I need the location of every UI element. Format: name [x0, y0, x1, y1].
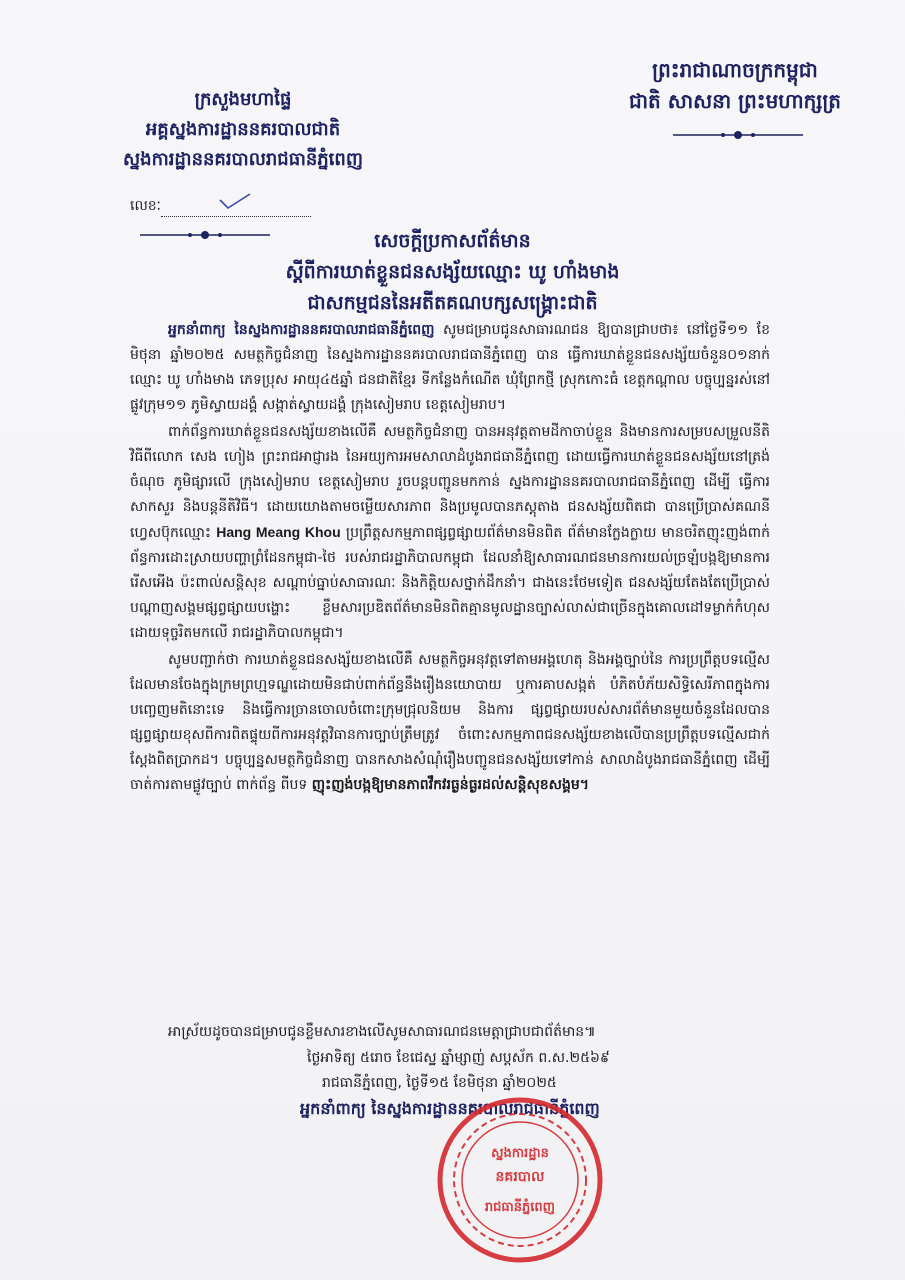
paragraph-3	[130, 648, 770, 798]
ministry-header	[118, 85, 368, 175]
document-body	[130, 318, 770, 800]
lunar-date: ថ្ងៃអាទិត្យ ៥រោច ខែជេស្ឋ ឆ្នាំម្សាញ់ សប្តស័ក ព.ស.២៥៦៩	[307, 1050, 610, 1066]
seal-text-2: នគរបាល	[495, 1169, 545, 1185]
facebook-account-name: Hang Meang Khou	[216, 524, 341, 540]
kingdom-header	[590, 55, 880, 117]
paragraph-3-text: សូមបញ្ជាក់ថា ការឃាត់ខ្លួនជនសង្ស័យខាងលើគឺ សមត្ថកិច្ចអនុវត្តទៅតាមអង្គហេតុ និងអង្គច្បាប់នៃ ការប្រព្រឹត្តបទល្មើសដែលមានចែងក្នុងក្រមព្រហ្មទណ្ឌដោយមិនជាប់ពាក់ព័ន្ធនឹងរឿងនយោបាយ ឬការគាបសង្កត់ បំភិតបំភ័យសិទ្ធិសេរីភាពក្នុងការបញ្ចេញមតិនោះទេ និងធ្វើការច្រានចោលចំពោះក្រុមជ្រុលនិយម និងការ ផ្សព្វផ្សាយរបស់សារព័ត៌មានមួយចំនួនដែលបានផ្សព្វផ្សាយខុសពីការពិតផ្ទុយពីការអនុវត្តវិធានការច្បាប់ត្រឹមត្រូវ ចំពោះសកម្មភាពជនសង្ស័យខាងលើបានប្រព្រឹត្តបទល្មើសជាក់ស្ដែងពិតប្រាកដ។ បច្ចុប្បន្នសមត្ថកិច្ចជំនាញ បានកសាងសំណុំរឿងបញ្ជូនជនសង្ស័យទៅកាន់ សាលាដំបូងរាជធានីភ្នំពេញ ដើម្បីចាត់ការតាមផ្លូវច្បាប់ ពាក់ព័ន្ធ ពីបទ	[130, 652, 770, 793]
paragraph-2	[130, 420, 770, 646]
kingdom-name: ព្រះរាជាណាចក្រកម្ពុជា	[652, 58, 818, 82]
reference-label: លេខៈ	[130, 198, 161, 214]
ministry-name: ក្រសួងមហាផ្ទៃ	[194, 89, 292, 110]
title-line-2: ស្ដីពីការឃាត់ខ្លួនជនសង្ស័យឈ្មោះ ឃូ ហាំងមាង	[285, 261, 620, 283]
spokesperson-label: អ្នកនាំពាក្យ នៃស្នងការដ្ឋាននគរបាលរាជធានីភ្នំពេញ	[168, 322, 435, 338]
national-motto: ជាតិ សាសនា ព្រះមហាក្សត្រ	[629, 89, 841, 113]
solar-date: រាជធានីភ្នំពេញ, ថ្ងៃទី១៥ ខែមិថុនា ឆ្នាំ២០២៥	[322, 1075, 557, 1091]
seal-text-3: រាជធានីភ្នំពេញ	[484, 1200, 556, 1215]
official-seal-icon	[435, 1095, 605, 1265]
title-line-1: សេចក្ដីប្រកាសព័ត៌មាន	[374, 230, 531, 252]
paragraph-1	[130, 318, 770, 418]
closing-statement: អាស្រ័យដូចបានជម្រាបជូនខ្លឹមសារខាងលើសូមសាធារណជនមេត្តាជ្រាបជាព័ត៌មាន៕	[168, 1024, 596, 1040]
general-commissariat: អគ្គស្នងការដ្ឋាននគរបាលជាតិ	[145, 119, 341, 140]
reference-dotted-line	[161, 202, 311, 217]
paragraph-1-text: សូមជម្រាបជូនសាធារណជន ឱ្យបានជ្រាបថា៖ នៅថ្ងៃទី១១ ខែមិថុនា ឆ្នាំ២០២៥ សមត្ថកិច្ចជំនាញ នៃស្នងការដ្ឋាននគរបាលរាជធានីភ្នំពេញ បាន ធ្វើការឃាត់ខ្លួនជនសង្ស័យចំនួន០១នាក់ ឈ្មោះ ឃូ ហាំងមាង ភេទប្រុស អាយុ៤៥ឆ្នាំ ជនជាតិខ្មែរ ទីកន្លែងកំណើត ឃុំព្រែកថ្មី ស្រុកកោះធំ ខេត្តកណ្ដាល បច្ចុប្បន្នរស់នៅ ផ្លូវក្រុម១១ ភូមិស្វាយដង្គំ សង្កាត់ស្វាយដង្គំ ក្រុងសៀមរាប ខេត្តសៀមរាប។	[130, 322, 770, 413]
paragraph-2-text-b: ប្រព្រឹត្តសកម្មភាពផ្សព្វផ្សាយព័ត៌មានមិនពិត ព័ត៌មានក្លែងក្លាយ មានចរិតញុះញង់ពាក់ព័ន្ធការដោះស្រាយបញ្ហាព្រំដែនកម្ពុជា-ថៃ របស់រាជរដ្ឋាភិបាលកម្ពុជា ដែលនាំឱ្យសាធារណជនមានការយល់ច្រឡំបង្កឱ្យមានការរើសអើង ប៉ះពាល់សន្តិសុខ សណ្ដាប់ធ្នាប់សាធារណៈ និងកិត្តិយសថ្នាក់ដឹកនាំ។ ជាងនេះថែមទៀត ជនសង្ស័យតែងតែប្រើប្រាស់បណ្ដាញសង្គមផ្សព្វផ្សាយបង្ហោះ ខ្លឹមសារប្រឌិតព័ត៌មានមិនពិតគ្មានមូលដ្ឋានច្បាស់លាស់ជាច្រើនក្នុងគោលដៅទម្លាក់កំហុសដោយទុច្ចរិតមកលើ រាជរដ្ឋាភិបាលកម្ពុជា។	[130, 525, 770, 641]
title-line-3: ជាសកម្មជននៃអតីតគណបក្សសង្គ្រោះជាតិ	[307, 292, 598, 314]
seal-text-1: ស្នងការដ្ឋាន	[491, 1146, 549, 1161]
check-mark-icon	[216, 192, 256, 212]
phnom-penh-commissariat: ស្នងការដ្ឋាននគរបាលរាជធានីភ្នំពេញ	[123, 149, 363, 170]
signatory-title: អ្នកនាំពាក្យ នៃស្នងការដ្ឋាននគរបាលរាជធានីភ្នំពេញ	[300, 1099, 600, 1118]
paragraph-2-text-a: ពាក់ព័ន្ធការឃាត់ខ្លួនជនសង្ស័យខាងលើគឺ សមត្ថកិច្ចជំនាញ បានអនុវត្តតាមដីកាចាប់ខ្លួន និងមានការសម្របសម្រួលនីតិវិធីពីលោក សេង ហៀង ព្រះរាជអាជ្ញារង នៃអយ្យការអមសាលាដំបូងរាជធានីភ្នំពេញ ដោយធ្វើការឃាត់ខ្លួនជនសង្ស័យនៅត្រង់ចំណុច ភូមិផ្សារលើ ក្រុងសៀមរាប ខេត្តសៀមរាប រួចបន្តបញ្ជូនមកកាន់ ស្នងការដ្ឋាននគរបាលរាជធានីភ្នំពេញ ដើម្បី ធ្វើការសាកសួរ និងបន្តនីតិវិធី។ ដោយយោងតាមចម្លើយសារភាព និងប្រមូលបានភស្តុតាង ជនសង្ស័យពិតជា បានប្រើប្រាស់គណនីហ្វេសប៊ុកឈ្មោះ	[130, 424, 770, 541]
reference-number	[130, 196, 311, 217]
document-title	[120, 226, 785, 319]
right-ornament-icon	[668, 128, 808, 142]
charge-text: ញុះញង់បង្កឱ្យមានភាពវឹកវរធ្ងន់ធ្ងរដល់សន្តិសុខសង្គម។	[311, 777, 589, 793]
